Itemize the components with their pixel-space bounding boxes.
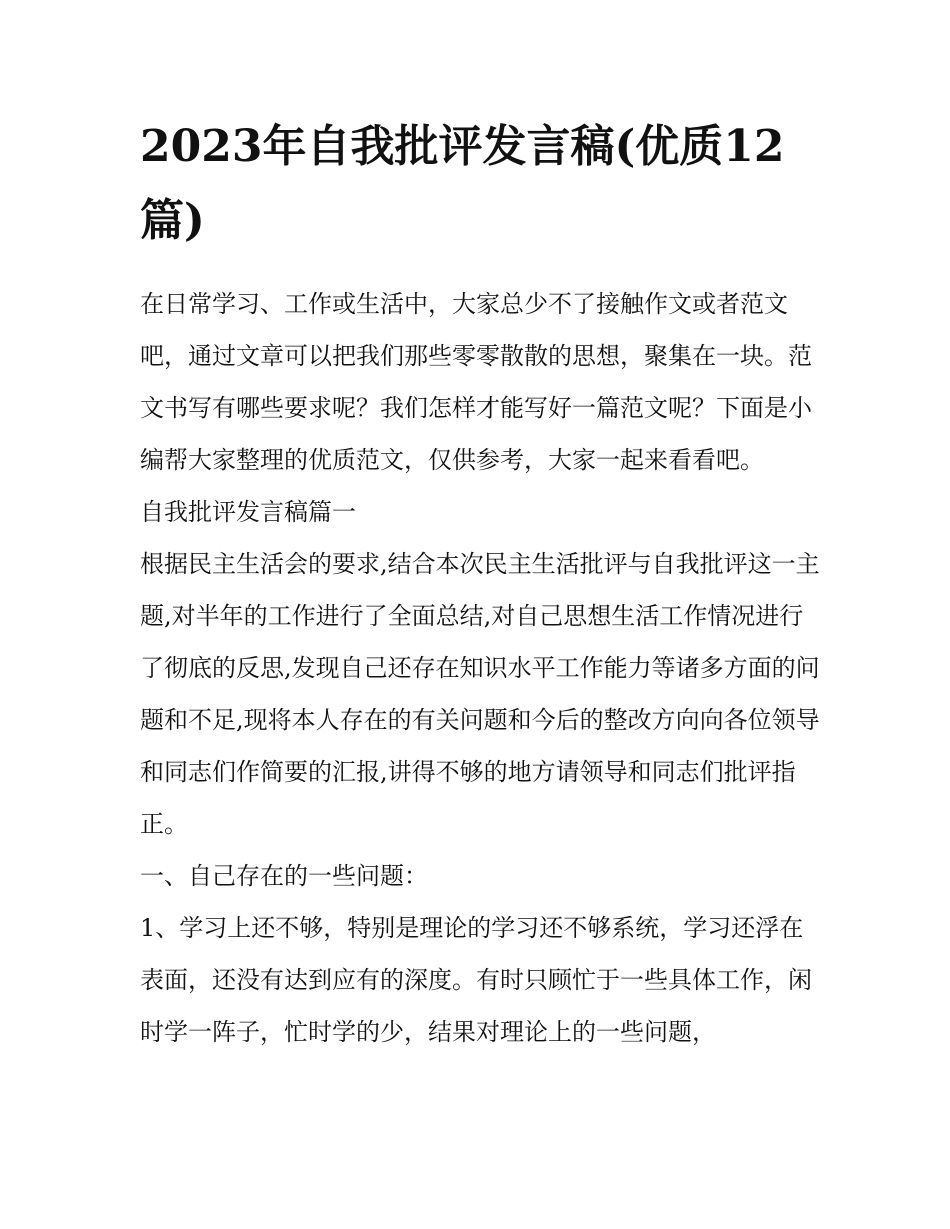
intro-paragraph: 在日常学习、工作或生活中，大家总少不了接触作文或者范文吧，通过文章可以把我们那些零零散散的思想，聚集在一块。范文书写有哪些要求呢？我们怎样才能写好一篇范文呢？下面是小编帮大家整理的优质范文，仅供参考，大家一起来看看吧。	[140, 290, 812, 474]
document-title: 2023年自我批评发言稿(优质12篇)	[140, 121, 785, 246]
body-paragraph: 1、学习上还不够，特别是理论的学习还不够系统，学习还浮在表面，还没有达到应有的深度。有时只顾忙于一些具体工作，闲时学一阵子，忙时学的少，结果对理论上的一些问题，	[140, 914, 812, 1046]
document-page	[140, 110, 820, 1058]
subsection-heading: 一、自己存在的一些问题：	[140, 862, 428, 890]
body-paragraph: 根据民主生活会的要求,结合本次民主生活批评与自我批评这一主题,对半年的工作进行了全面总结,对自己思想生活工作情况进行了彻底的反思,发现自己还存在知识水平工作能力等诸多方面的问题和不足,现将本人存在的有关问题和今后的整改方向向各位领导和同志们作简要的汇报,讲得不够的地方请领导和同志们批评指正。	[140, 550, 820, 838]
section-heading: 自我批评发言稿篇一	[140, 498, 356, 526]
